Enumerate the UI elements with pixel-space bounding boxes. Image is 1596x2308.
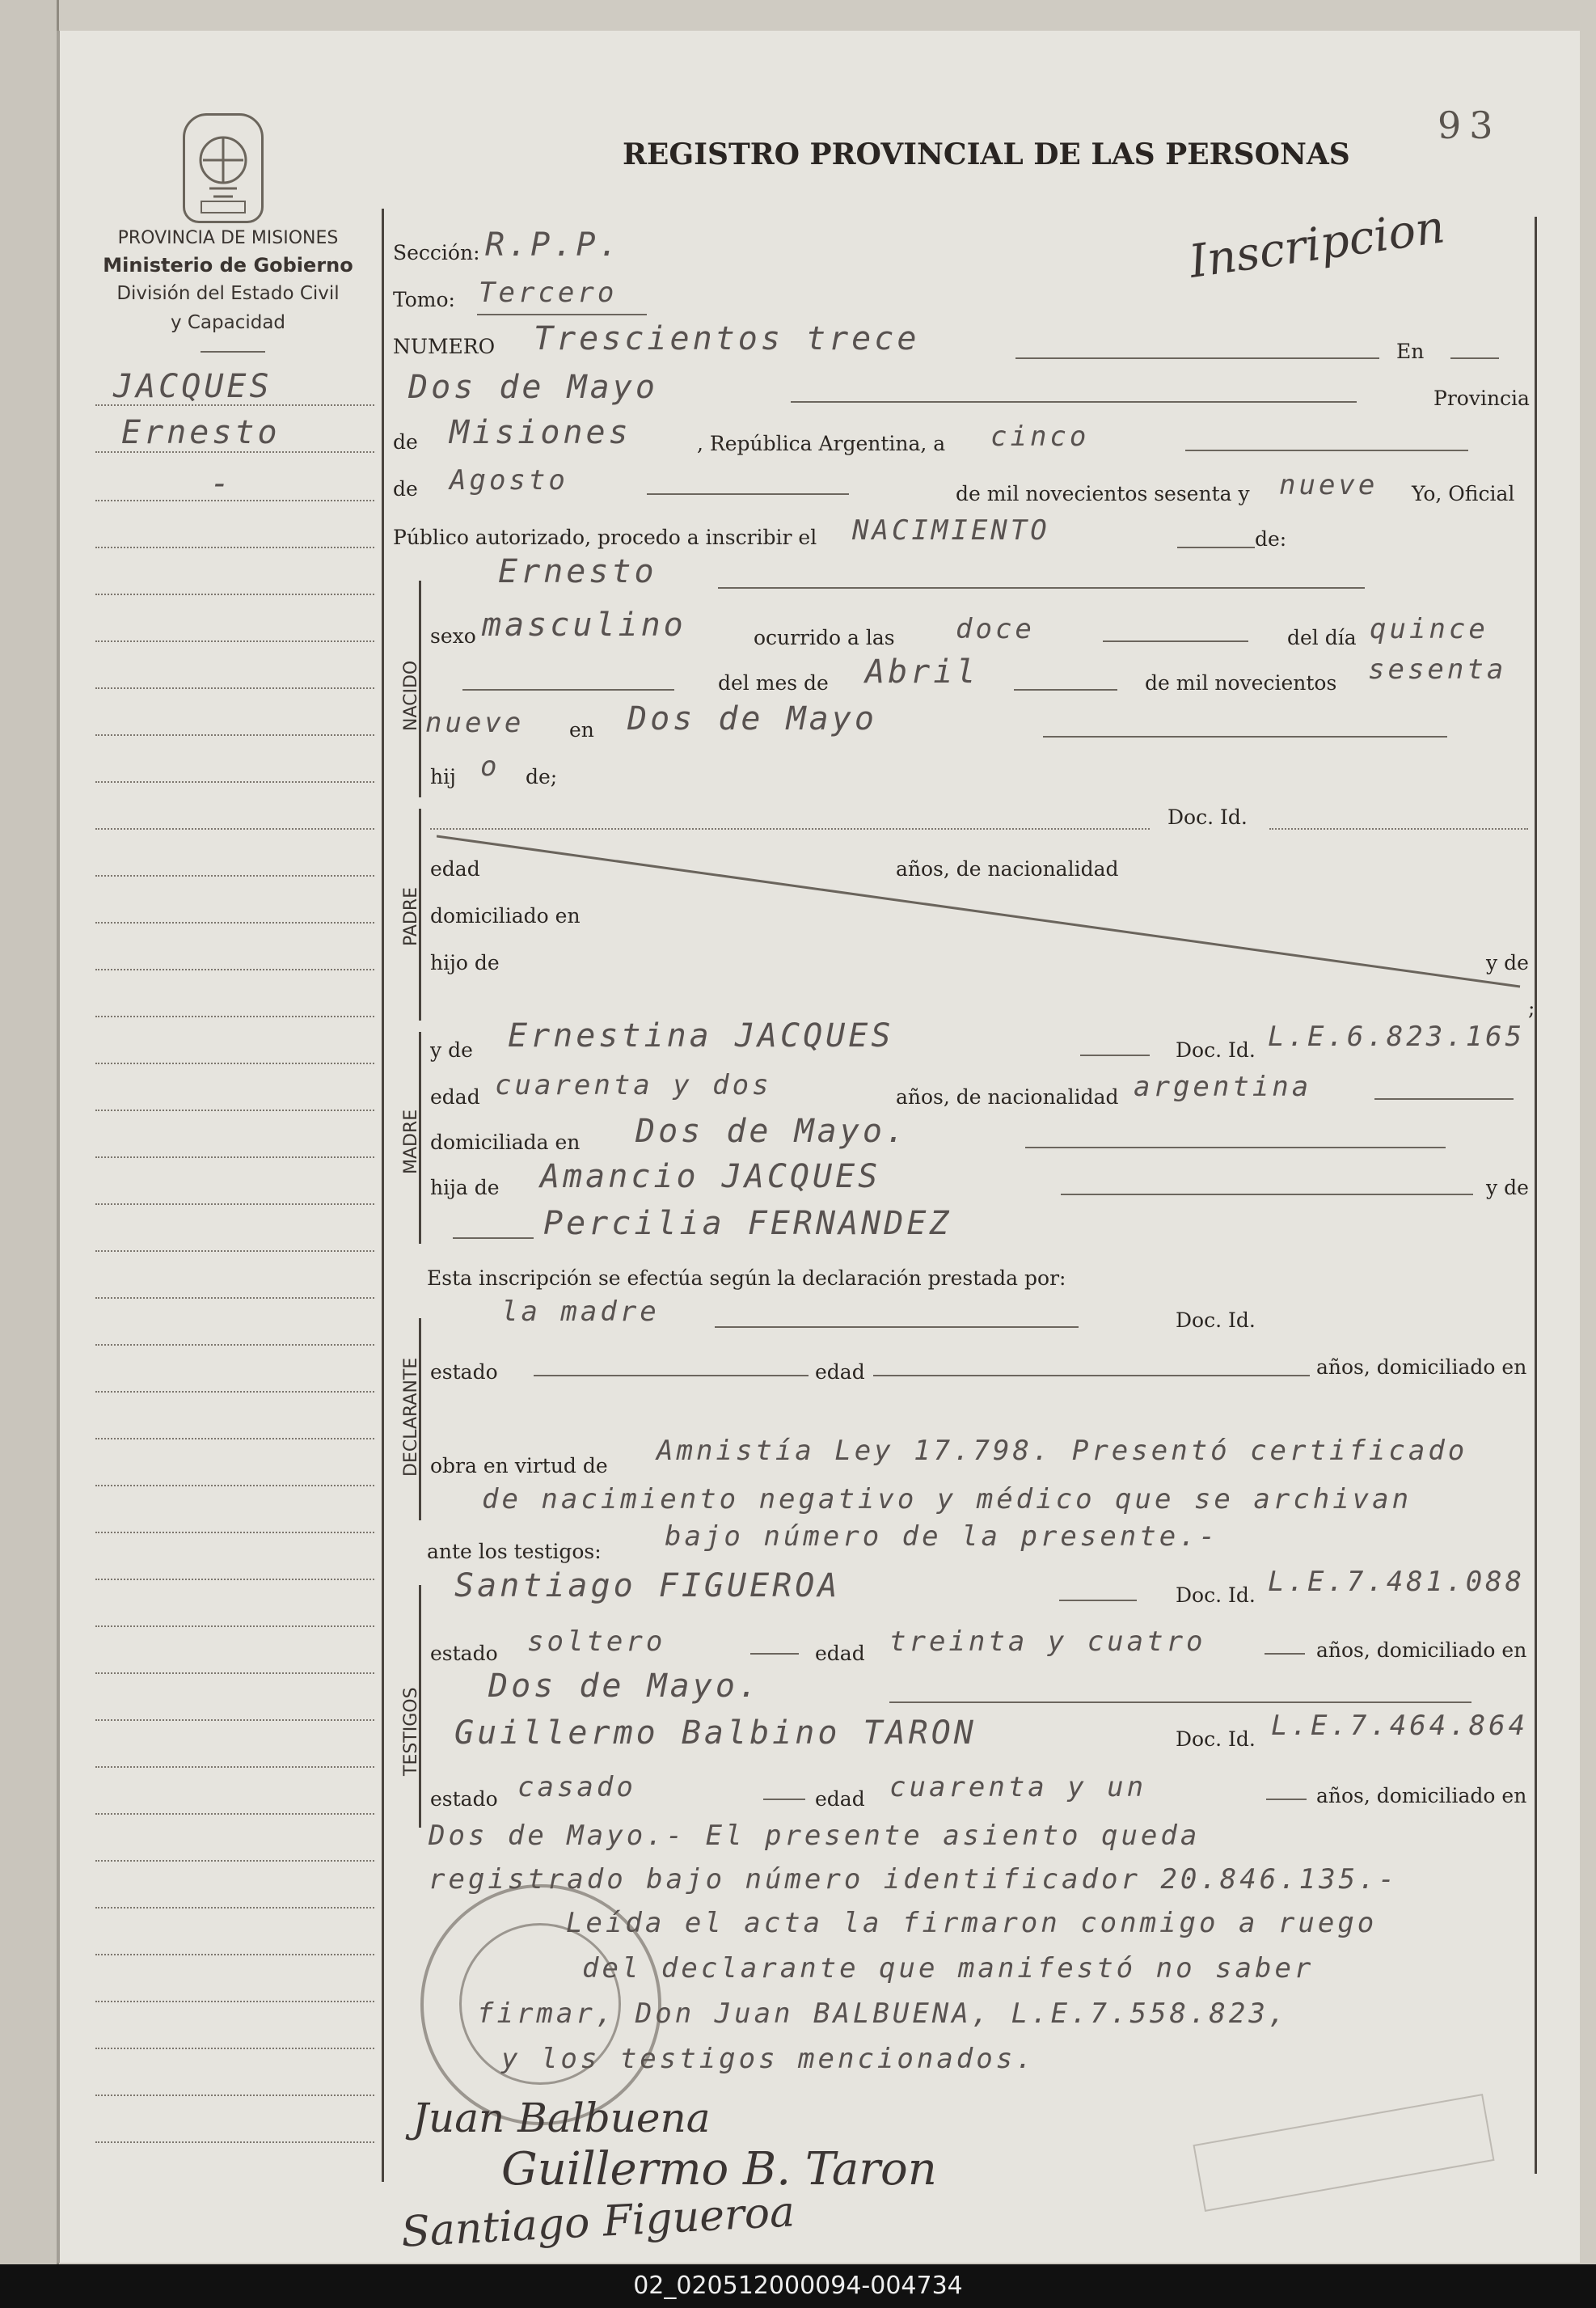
testigo2-name: Guillermo Balbino TARON <box>454 1714 977 1752</box>
hora-line <box>1103 640 1248 642</box>
office-rule <box>201 351 265 353</box>
abuelo-value: Amancio JACQUES <box>540 1158 881 1195</box>
dia-nac-line <box>462 689 674 691</box>
declarante-edad-line <box>873 1375 1310 1376</box>
testigo1-dom-label: años, domiciliado en <box>1316 1638 1527 1662</box>
margin-given-name: Ernesto <box>121 414 281 451</box>
hijo-suffix-value: o <box>480 750 500 783</box>
sexo-label: sexo <box>430 624 476 648</box>
testigo1-name: Santiago FIGUEROA <box>454 1567 841 1604</box>
abuela-value: Percilia FERNANDEZ <box>543 1205 952 1242</box>
signature-figueroa: Santiago Figueroa <box>399 2188 796 2257</box>
top-signature: Inscripcion <box>1186 201 1448 289</box>
nacido-section-label: NACIDO <box>401 660 421 731</box>
madre-section-label: MADRE <box>401 1109 421 1174</box>
mes-value: Agosto <box>450 464 568 497</box>
yo-oficial-label: Yo, Oficial <box>1412 482 1515 505</box>
lugar-value: Dos de Mayo <box>408 369 658 406</box>
margin-surname: JACQUES <box>113 368 272 405</box>
seccion-value: R.P.P. <box>485 226 622 264</box>
inscripcion-label: Esta inscripción se efectúa según la declaración prestada por: <box>427 1266 1066 1290</box>
margin-dash: - <box>210 465 234 502</box>
signature-taron: Guillermo B. Taron <box>501 2143 937 2196</box>
ante-testigos-label: ante los testigos: <box>427 1540 602 1563</box>
office-line4: y Capacidad <box>170 312 286 333</box>
obra-line2: de nacimiento negativo y médico que se archivan <box>482 1483 1412 1515</box>
office-line2: Ministerio de Gobierno <box>103 254 353 277</box>
testigos-section-label: TESTIGOS <box>401 1687 421 1776</box>
nota-line6: y los testigos mencionados. <box>501 2043 1036 2075</box>
obra-line1: Amnistía Ley 17.798. Presentó certificado <box>657 1435 1468 1467</box>
madre-edad-label: edad <box>430 1085 480 1109</box>
testigo2-edad: cuarenta y un <box>889 1771 1147 1803</box>
obra-label: obra en virtud de <box>430 1454 608 1477</box>
padre-doc-label: Doc. Id. <box>1167 805 1248 829</box>
madre-nombre-line <box>1080 1055 1150 1056</box>
mes-nac-value: Abril <box>865 653 979 691</box>
anio-nac2-value: nueve <box>425 707 525 739</box>
image-id-footer: 02_020512000094-004734 <box>0 2264 1596 2308</box>
declarante-line <box>715 1326 1079 1328</box>
en-line <box>1450 357 1499 359</box>
dia-line <box>1185 450 1468 451</box>
testigo1-estado: soltero <box>527 1625 666 1658</box>
padre-dom-label: domiciliado en <box>430 904 581 928</box>
del-dia-label: del día <box>1287 626 1357 649</box>
testigo2-estado-line <box>763 1799 805 1800</box>
madre-dom-label: domiciliada en <box>430 1131 581 1154</box>
nota-line2: registrado bajo número identificador 20.846.135.- <box>429 1863 1399 1896</box>
declarante-estado-line <box>534 1375 809 1376</box>
declarante-dom-label: años, domiciliado en <box>1316 1355 1527 1379</box>
testigo2-estado-label: estado <box>430 1787 498 1811</box>
madre-doc-label: Doc. Id. <box>1176 1038 1256 1062</box>
obra-line3: bajo número de la presente.- <box>665 1520 1219 1553</box>
anio-nac1-value: sesenta <box>1368 653 1507 686</box>
numero-line <box>1015 357 1379 359</box>
signature-balbuena: Juan Balbuena <box>412 2095 711 2141</box>
page-number: 93 <box>1438 104 1501 147</box>
margin-divider <box>382 209 384 2182</box>
lugar-nac-value: Dos de Mayo <box>627 700 877 738</box>
seccion-label: Sección: <box>393 241 480 264</box>
madre-nombre-value: Ernestina JACQUES <box>508 1017 894 1055</box>
hora-value: doce <box>956 613 1035 645</box>
office-line1: PROVINCIA DE MISIONES <box>117 228 339 248</box>
testigo1-edad: treinta y cuatro <box>889 1625 1206 1658</box>
nota-line1: Dos de Mayo.- El presente asiento queda <box>429 1820 1201 1852</box>
de-label: de <box>393 430 418 454</box>
testigo2-dom-label: años, domiciliado en <box>1316 1784 1527 1807</box>
padre-hijo-label: hijo de <box>430 951 500 974</box>
testigo2-edad-line <box>1266 1799 1307 1800</box>
declarante-edad-label: edad <box>815 1360 865 1384</box>
madre-nac-value: argentina <box>1134 1071 1312 1103</box>
y-de-label: y de <box>430 1038 473 1062</box>
declarante-estado-label: estado <box>430 1360 498 1384</box>
padre-y-de-label: y de <box>1486 951 1529 974</box>
coat-of-arms-icon <box>183 113 264 223</box>
numero-label: NUMERO <box>393 335 496 358</box>
padre-nac-label: años, de nacionalidad <box>896 857 1119 881</box>
testigo1-dom: Dos de Mayo. <box>488 1668 761 1705</box>
declarante-doc-label: Doc. Id. <box>1176 1308 1256 1332</box>
mil-sesenta-label: de mil novecientos sesenta y <box>956 482 1250 505</box>
testigo1-doc: L.E.7.481.088 <box>1268 1566 1526 1598</box>
en-label-2: en <box>569 718 594 742</box>
testigo1-estado-line <box>750 1653 799 1655</box>
abuela-line <box>453 1237 534 1239</box>
mes-line <box>647 493 849 495</box>
dia-value: cinco <box>990 421 1090 453</box>
previous-page-edge <box>0 0 59 2264</box>
padre-name-line <box>430 828 1150 830</box>
declarante-value: la madre <box>501 1296 660 1328</box>
anio-value: nueve <box>1279 469 1379 501</box>
acto-value: NACIMIENTO <box>852 514 1050 547</box>
publico-label: Público autorizado, procedo a inscribir el <box>393 526 817 549</box>
testigo1-dom-line <box>889 1701 1471 1703</box>
madre-dom-value: Dos de Mayo. <box>635 1113 908 1150</box>
hija-y-de-label: y de <box>1486 1176 1529 1199</box>
republica-label: , República Argentina, a <box>697 432 946 455</box>
de-colon-label: de: <box>1255 527 1287 551</box>
de-label-2: de <box>393 477 418 501</box>
office-line3: División del Estado Civil <box>116 283 340 304</box>
de-semicolon-label: de; <box>526 765 558 788</box>
testigo1-doc-label: Doc. Id. <box>1176 1583 1256 1607</box>
abuelo-line <box>1061 1194 1473 1195</box>
testigo2-doc: L.E.7.464.864 <box>1271 1710 1529 1742</box>
testigo1-edad-label: edad <box>815 1642 865 1665</box>
de-mil-label: de mil novecientos <box>1145 671 1337 695</box>
nombre-line <box>718 587 1365 589</box>
madre-doc-value: L.E.6.823.165 <box>1268 1021 1526 1053</box>
madre-dom-line <box>1025 1147 1446 1148</box>
testigo2-edad-label: edad <box>815 1787 865 1811</box>
provincia-value: Misiones <box>450 414 631 451</box>
en-label: En <box>1396 340 1425 363</box>
nota-line3: Leída el acta la firmaron conmigo a ruego <box>566 1907 1378 1939</box>
padre-cross-out <box>437 833 1536 995</box>
madre-nac-line <box>1374 1098 1514 1100</box>
right-border <box>1535 217 1537 2174</box>
mes-nac-line <box>1014 689 1117 691</box>
tomo-line <box>477 314 647 315</box>
nombre-value: Ernesto <box>498 553 657 590</box>
hij-label: hij <box>430 765 456 788</box>
nota-line5: firmar, Don Juan BALBUENA, L.E.7.558.823, <box>477 1997 1289 2030</box>
hija-de-label: hija de <box>430 1176 500 1199</box>
testigo1-line <box>1059 1600 1137 1601</box>
lugar-nac-line <box>1043 736 1447 738</box>
tomo-label: Tomo: <box>393 288 455 311</box>
declarante-section-label: DECLARANTE <box>401 1357 421 1477</box>
testigo1-estado-label: estado <box>430 1642 498 1665</box>
acto-line <box>1177 547 1255 548</box>
ocurrido-label: ocurrido a las <box>754 626 895 649</box>
padre-edad-label: edad <box>430 857 480 881</box>
testigo2-estado: casado <box>517 1771 636 1803</box>
tomo-value: Tercero <box>479 277 618 309</box>
provincia-label: Provincia <box>1433 387 1530 410</box>
padre-semicolon: ; <box>1528 996 1535 1020</box>
padre-section-label: PADRE <box>401 886 421 946</box>
madre-edad-value: cuarenta y dos <box>495 1069 772 1101</box>
dia-nac-value: quince <box>1370 613 1488 645</box>
numero-value: Trescientos trece <box>534 320 920 357</box>
nota-line4: del declarante que manifestó no saber <box>582 1952 1315 1985</box>
padre-doc-line <box>1269 828 1528 830</box>
testigo1-edad-line <box>1265 1653 1305 1655</box>
sexo-value: masculino <box>482 607 686 644</box>
del-mes-label: del mes de <box>718 671 829 695</box>
page-title: REGISTRO PROVINCIAL DE LAS PERSONAS <box>623 137 1350 171</box>
madre-nac-label: años, de nacionalidad <box>896 1085 1119 1109</box>
official-round-stamp <box>420 1884 661 2125</box>
testigo2-doc-label: Doc. Id. <box>1176 1727 1256 1751</box>
lugar-line <box>791 401 1357 403</box>
